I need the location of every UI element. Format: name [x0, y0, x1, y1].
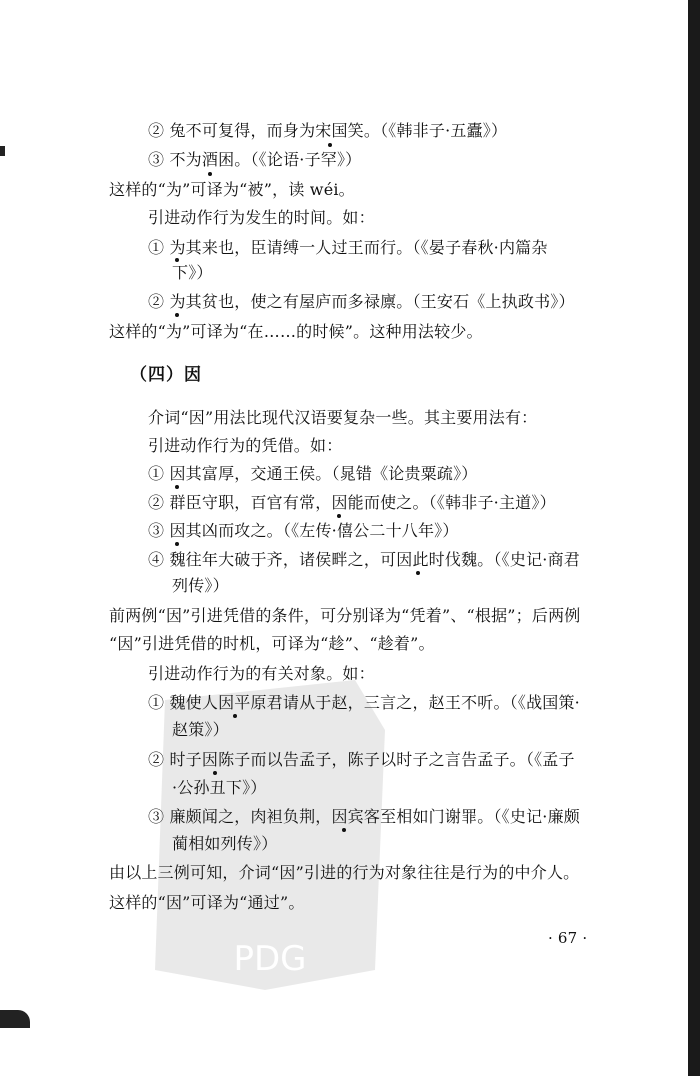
page-number: · 67 · — [548, 929, 588, 947]
emphasis-dot — [175, 485, 179, 489]
section-heading: （四）因 — [130, 365, 202, 385]
scan-edge-mark — [0, 146, 5, 156]
scan-edge-mark — [0, 1010, 30, 1028]
paragraph-line: 这样的“为”可译为“被”，读 wéi。 — [109, 180, 355, 199]
paragraph-line: 介词“因”用法比现代汉语要复杂一些。其主要用法有： — [148, 408, 538, 427]
paragraph-line: 由以上三例可知，介词“因”引进的行为对象往往是行为的中介人。 — [109, 863, 580, 882]
example-line: ② 兔不可复得，而身为宋国笑。（《韩非子·五蠹》） — [148, 121, 508, 140]
emphasis-dot — [342, 828, 346, 832]
example-line: 蔺相如列传》） — [172, 834, 278, 853]
paragraph-line: 这样的“为”可译为“在……的时候”。这种用法较少。 — [109, 322, 483, 341]
example-line: ① 因其富厚，交通王侯。（晁错《论贵粟疏》） — [148, 464, 478, 483]
paragraph-line: 引进动作行为发生的时间。如： — [148, 208, 375, 227]
example-line: ② 为其贫也，使之有屋庐而多禄廪。（王安石《上执政书》） — [148, 292, 575, 311]
example-line: ·公孙丑下》） — [172, 778, 267, 797]
example-line: 赵策》） — [172, 720, 229, 739]
example-line: ① 为其来也，臣请缚一人过王而行。（《晏子春秋·内篇杂 — [148, 238, 548, 257]
emphasis-dot — [213, 771, 217, 775]
emphasis-dot — [175, 258, 179, 262]
paragraph-line: 这样的“因”可译为“通过”。 — [109, 893, 305, 912]
example-line: ③ 不为酒困。（《论语·子罕》） — [148, 150, 362, 169]
paragraph-line: 引进动作行为的凭借。如： — [148, 436, 343, 455]
example-line: 下》） — [172, 263, 213, 282]
example-line: ② 时子因陈子而以告孟子，陈子以时子之言告孟子。（《孟子 — [148, 750, 575, 769]
emphasis-dot — [416, 571, 420, 575]
emphasis-dot — [233, 714, 237, 718]
example-line: ④ 魏往年大破于齐，诸侯畔之，可因此时伐魏。（《史记·商君 — [148, 550, 580, 569]
paragraph-line: “因”引进凭借的时机，可译为“趁”、“趁着”。 — [109, 634, 435, 653]
emphasis-dot — [328, 143, 332, 147]
emphasis-dot — [175, 313, 179, 317]
example-line: 列传》） — [172, 576, 229, 595]
example-line: ③ 因其凶而攻之。（《左传·僖公二十八年》） — [148, 521, 459, 540]
emphasis-dot — [175, 542, 179, 546]
paragraph-line: 引进动作行为的有关对象。如： — [148, 664, 375, 683]
svg-text:PDG: PDG — [233, 939, 307, 979]
emphasis-dot — [208, 172, 212, 176]
example-line: ③ 廉颇闻之，肉袒负荆，因宾客至相如门谢罪。（《史记·廉颇 — [148, 807, 580, 826]
page-edge-shadow — [688, 0, 700, 1076]
emphasis-dot — [337, 514, 341, 518]
paragraph-line: 前两例“因”引进凭借的条件，可分别译为“凭着”、“根据”；后两例 — [109, 606, 581, 625]
example-line: ② 群臣守职，百官有常，因能而使之。（《韩非子·主道》） — [148, 493, 556, 512]
example-line: ① 魏使人因平原君请从于赵，三言之，赵王不听。（《战国策· — [148, 693, 580, 712]
